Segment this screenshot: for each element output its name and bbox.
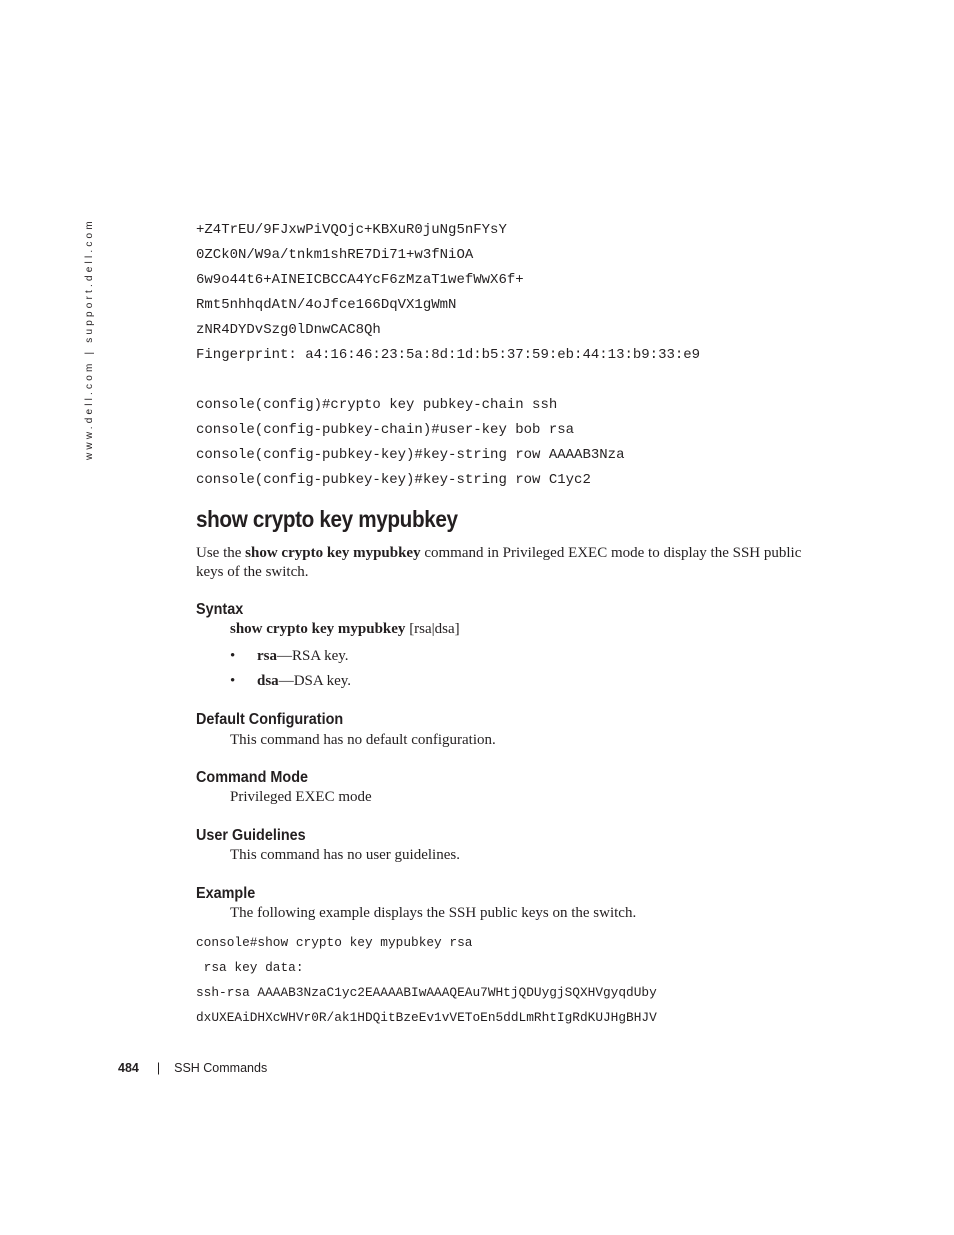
bullet-dot: • xyxy=(230,673,236,689)
bullet-desc: —RSA key. xyxy=(277,648,349,664)
syntax-line xyxy=(230,621,460,638)
code-line: zNR4DYDvSzg0lDnwCAC8Qh xyxy=(196,322,381,338)
syntax-heading: Syntax xyxy=(196,601,244,618)
bullet-desc: —DSA key. xyxy=(278,673,352,689)
command-mode-heading: Command Mode xyxy=(196,769,309,786)
footer-section: SSH Commands xyxy=(174,1061,268,1075)
default-config-heading: Default Configuration xyxy=(196,711,344,728)
user-guidelines-text: This command has no user guidelines. xyxy=(230,847,460,863)
intro-paragraph xyxy=(196,544,816,581)
intro-command: show crypto key mypubkey xyxy=(245,545,421,561)
example-text: The following example displays the SSH public keys on the switch. xyxy=(230,905,637,921)
code-line: +Z4TrEU/9FJxwPiVQOjc+KBXuR0juNg5nFYsY xyxy=(196,222,507,238)
code-block-example xyxy=(196,930,657,1030)
code-line: 6w9o44t6+AINEICBCCA4YcF6zMzaT1wefWwX6f+ xyxy=(196,272,524,288)
syntax-command: show crypto key mypubkey xyxy=(230,621,406,637)
bullet-item xyxy=(230,648,351,673)
code-line: ssh-rsa AAAAB3NzaC1yc2EAAAABIwAAAQEAu7WHtjQDUygjSQXHVgyqdUby xyxy=(196,985,657,1000)
code-line: console#show crypto key mypubkey rsa xyxy=(196,935,473,950)
bullet-term: rsa xyxy=(257,648,277,664)
bullet-item xyxy=(230,673,351,698)
code-line: dxUXEAiDHXcWHVr0R/ak1HDQitBzeEv1vVEToEn5ddLmRhtIgRdKUJHgBHJV xyxy=(196,1010,657,1025)
code-line: console(config-pubkey-key)#key-string row C1yc2 xyxy=(196,472,591,488)
code-line: 0ZCk0N/W9a/tnkm1shRE7Di71+w3fNiOA xyxy=(196,247,474,263)
code-line: console(config)#crypto key pubkey-chain ssh xyxy=(196,397,558,413)
code-line: Fingerprint: a4:16:46:23:5a:8d:1d:b5:37:59:eb:44:13:b9:33:e9 xyxy=(196,347,701,363)
code-block-top xyxy=(196,218,700,493)
page-number: 484 xyxy=(118,1061,139,1075)
page-title: show crypto key mypubkey xyxy=(196,506,458,532)
bullet-dot: • xyxy=(230,648,236,664)
intro-pre: Use the xyxy=(196,545,246,561)
code-line xyxy=(196,368,700,393)
code-line: Rmt5nhhqdAtN/4oJfce166DqVX1gWmN xyxy=(196,297,457,313)
user-guidelines-heading: User Guidelines xyxy=(196,827,306,844)
command-mode-text: Privileged EXEC mode xyxy=(230,789,372,805)
footer-separator: | xyxy=(156,1061,161,1075)
syntax-args: [rsa|dsa] xyxy=(405,621,460,637)
example-heading: Example xyxy=(196,885,256,902)
default-config-text: This command has no default configuration. xyxy=(230,732,496,748)
syntax-bullets xyxy=(230,648,351,698)
code-line: console(config-pubkey-chain)#user-key bob rsa xyxy=(196,422,575,438)
intro-post: command in Privileged EXEC mode to display the SSH public keys of the switch. xyxy=(196,545,802,580)
page-footer xyxy=(118,1061,267,1075)
code-line: console(config-pubkey-key)#key-string row AAAAB3Nza xyxy=(196,447,625,463)
bullet-term: dsa xyxy=(257,673,279,689)
code-line: rsa key data: xyxy=(196,960,304,975)
side-url: www.dell.com | support.dell.com xyxy=(84,218,95,460)
